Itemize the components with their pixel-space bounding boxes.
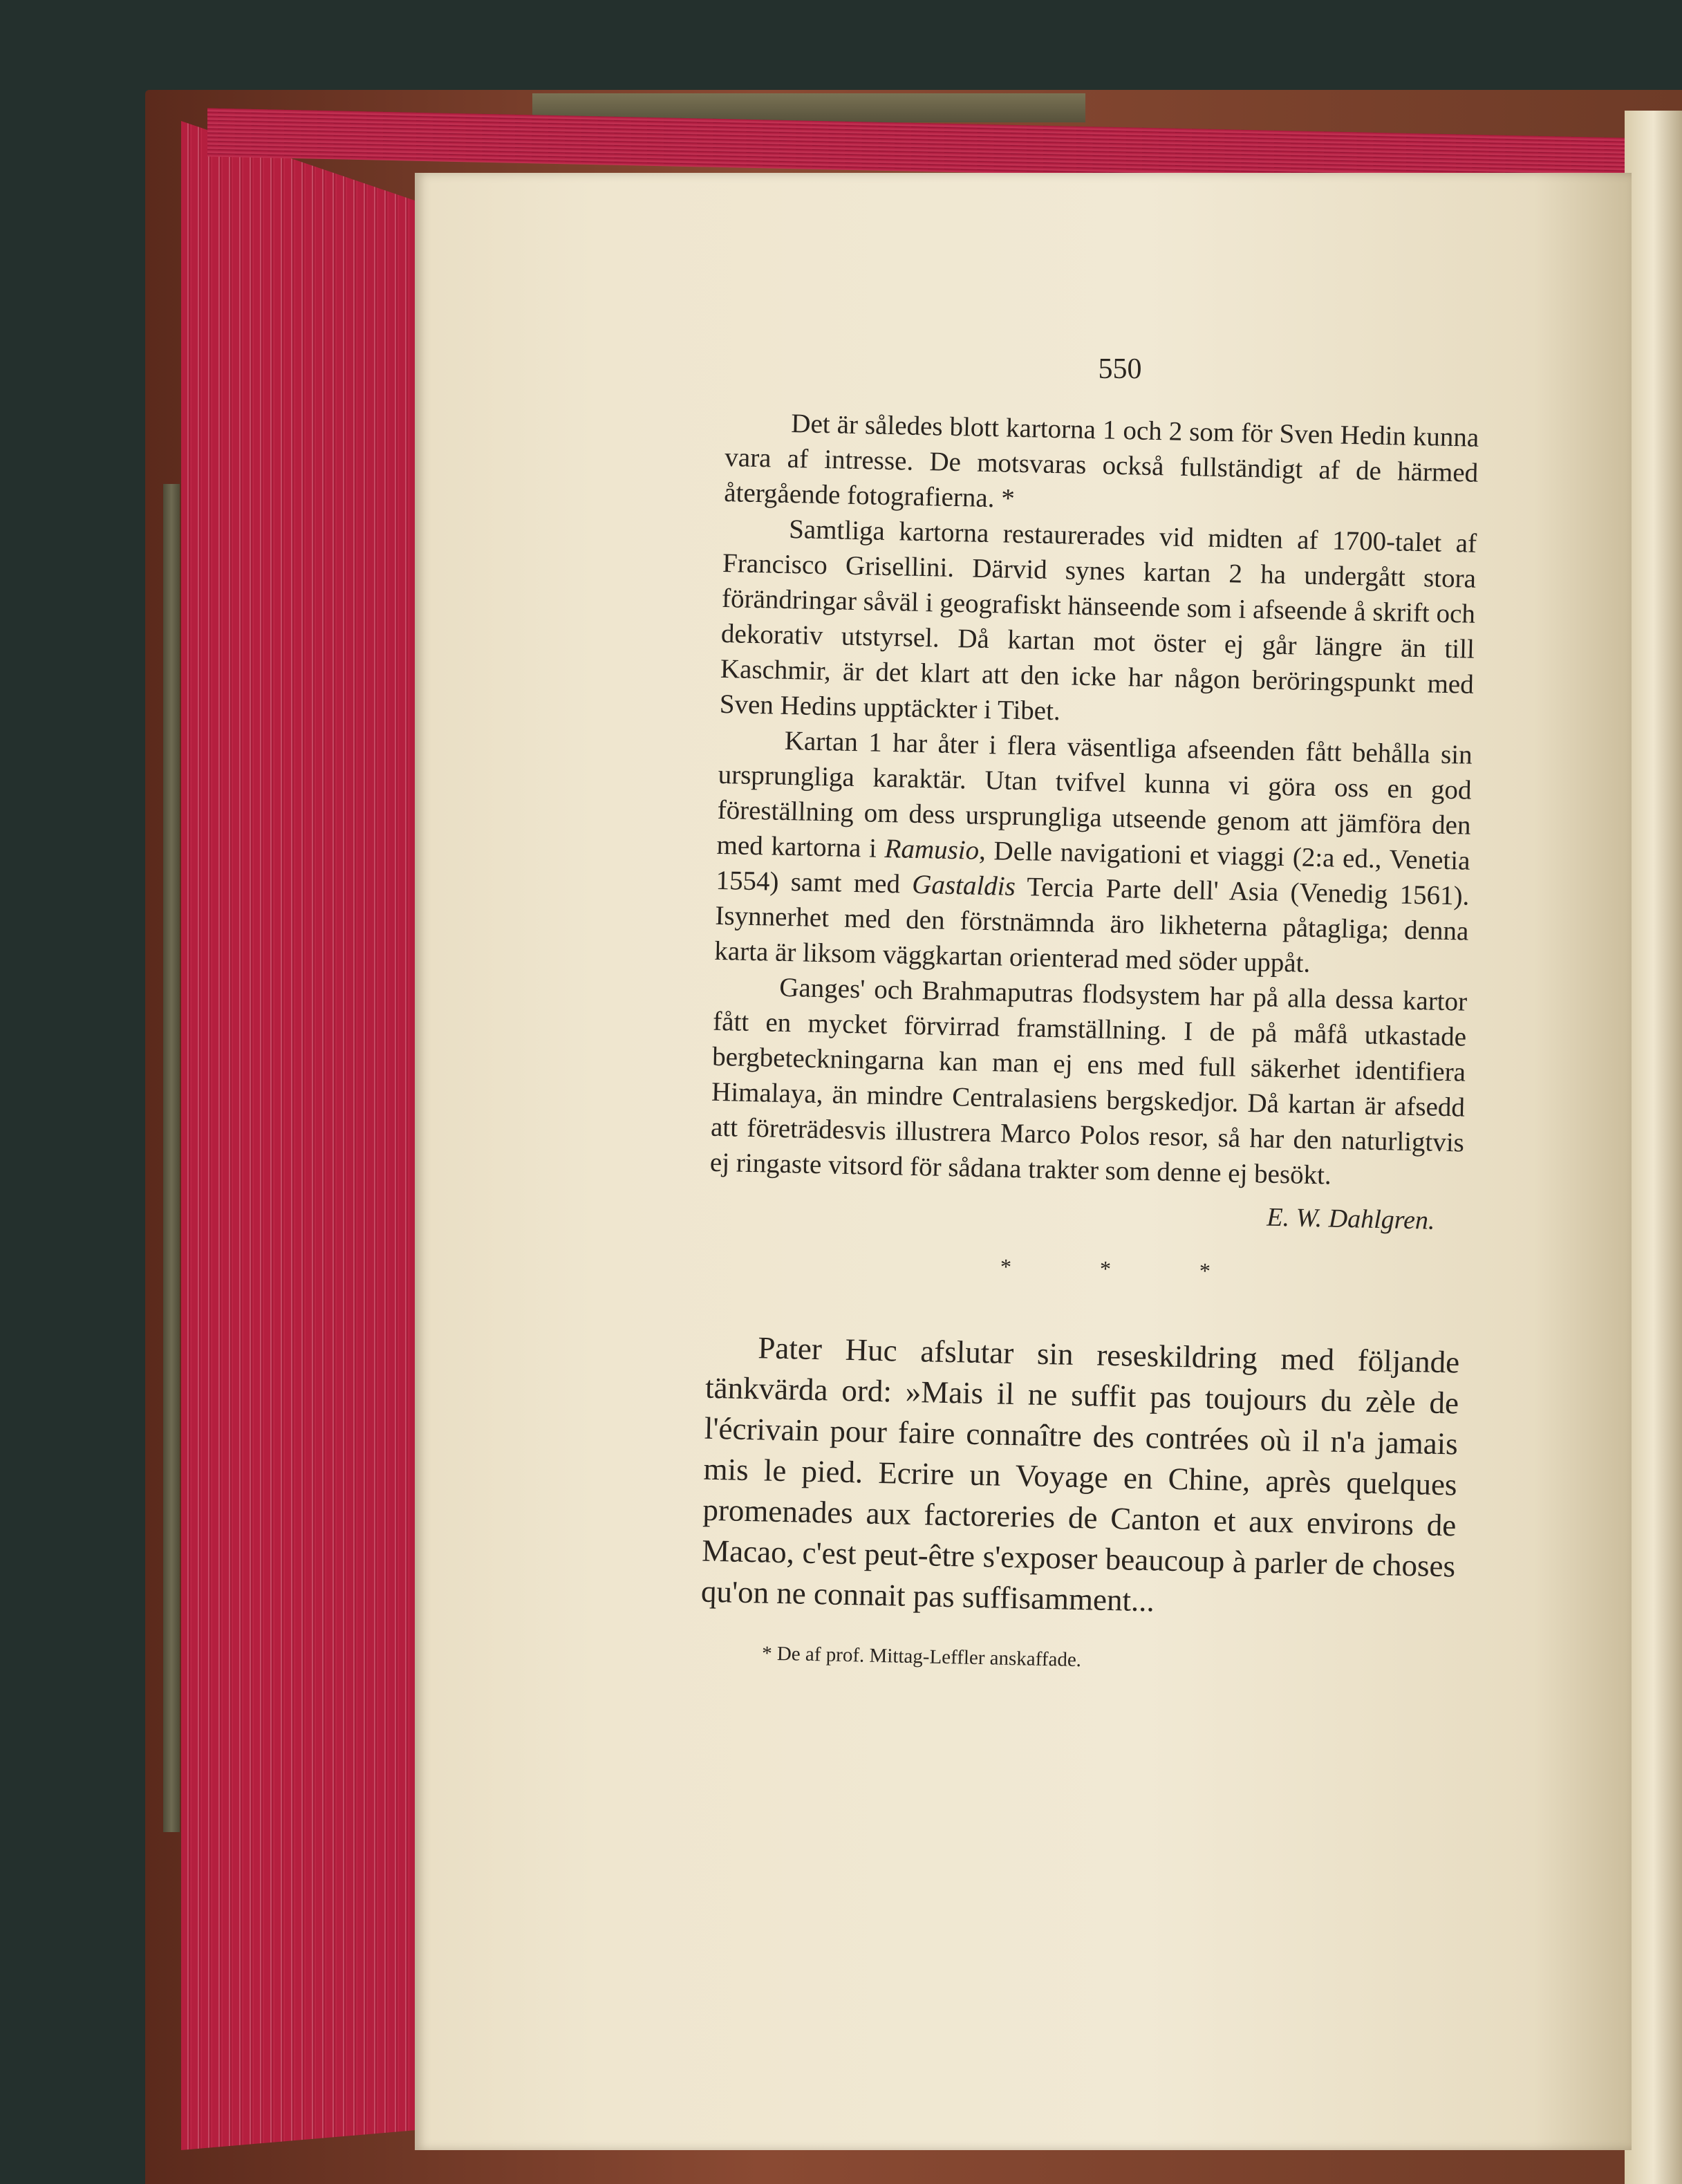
paragraph-3-text-b: , Delle navigationi et viaggi (2:a ed., Venetia 1554) samt med — [716, 835, 1470, 899]
italic-ramusio: Ramusio — [884, 833, 980, 866]
paragraph-1: Det är således blott kartorna 1 och 2 som för Sven Hedin kunna vara af intresse. De motsvaras också fullständigt af de härmed återgående fotografierna. * — [723, 408, 1479, 514]
italic-gastaldis: Gastaldis — [911, 869, 1016, 902]
footnote: * De af prof. Mittag-Leffler anskaffade. — [761, 1642, 1082, 1672]
author-signature: E. W. Dahlgren. — [1266, 1202, 1435, 1235]
page-number: 550 — [1098, 353, 1142, 385]
paragraph-3-text-c: Tercia Parte dell' Asia (Venedig 1561). Isynnerhet med den förstnämnda äro likheterna påtagliga; denna karta är liksom väggkartan orienterad med söder uppåt. — [713, 871, 1470, 978]
page-edges — [181, 121, 420, 2150]
page-text — [700, 404, 1479, 1680]
paragraph-3 — [714, 722, 1473, 984]
right-page-gutter — [1625, 111, 1682, 2184]
paragraph-3-text-a: Kartan 1 har åter i flera väsentliga afseenden fått behålla sin ursprungliga karaktär. Utan tvifvel kunna vi göra oss en god föreställning om dess ursprungliga utseende genom att jämföra den med kartorna i — [716, 725, 1473, 864]
paragraph-4: Ganges' och Brahmaputras flodsystem har på alla dessa kartor fått en mycket förvirrad framställning. I de på måfå utkastade bergbeteckningarna kan man ej ens med full säkerhet identifiera Himalaya, än mindre Centralasiens bergskedjor. Då kartan är afsedd att företrädesvis illustrera Marco Polos resor, så har den naturligtvis ej ringaste vitsord för sådana trakter som denne ej besökt. — [709, 972, 1468, 1191]
section-separator: * * * — [1000, 1253, 1253, 1285]
spine-panel — [163, 484, 180, 1832]
paragraph-2: Samtliga kartorna restaurerades vid midten af 1700-talet af Francisco Grisellini. Därvid synes kartan 2 ha undergått stora förändringar såväl i geografiskt hänseende som i afseende å skrift och dekorativ utstyrsel. Då kartan mot öster ej går längre än till Kaschmir, är det klart att den icke har någon beröringspunkt med Sven Hedins upptäckter i Tibet. — [719, 514, 1477, 727]
huc-quote: Pater Huc afslutar sin reseskildring med följande tänkvärda ord: »Mais il ne suffit pas toujours du zèle de l'écrivain pour faire connaître des contrées où il n'a jamais mis le pied. Ecrire un Voyage en Chine, après quelques promenades aux factoreries de Canton et aux environs de Macao, c'est peut-être s'exposer beaucoup à parler de choses qu'on ne connait pas suffisamment... — [700, 1330, 1460, 1618]
